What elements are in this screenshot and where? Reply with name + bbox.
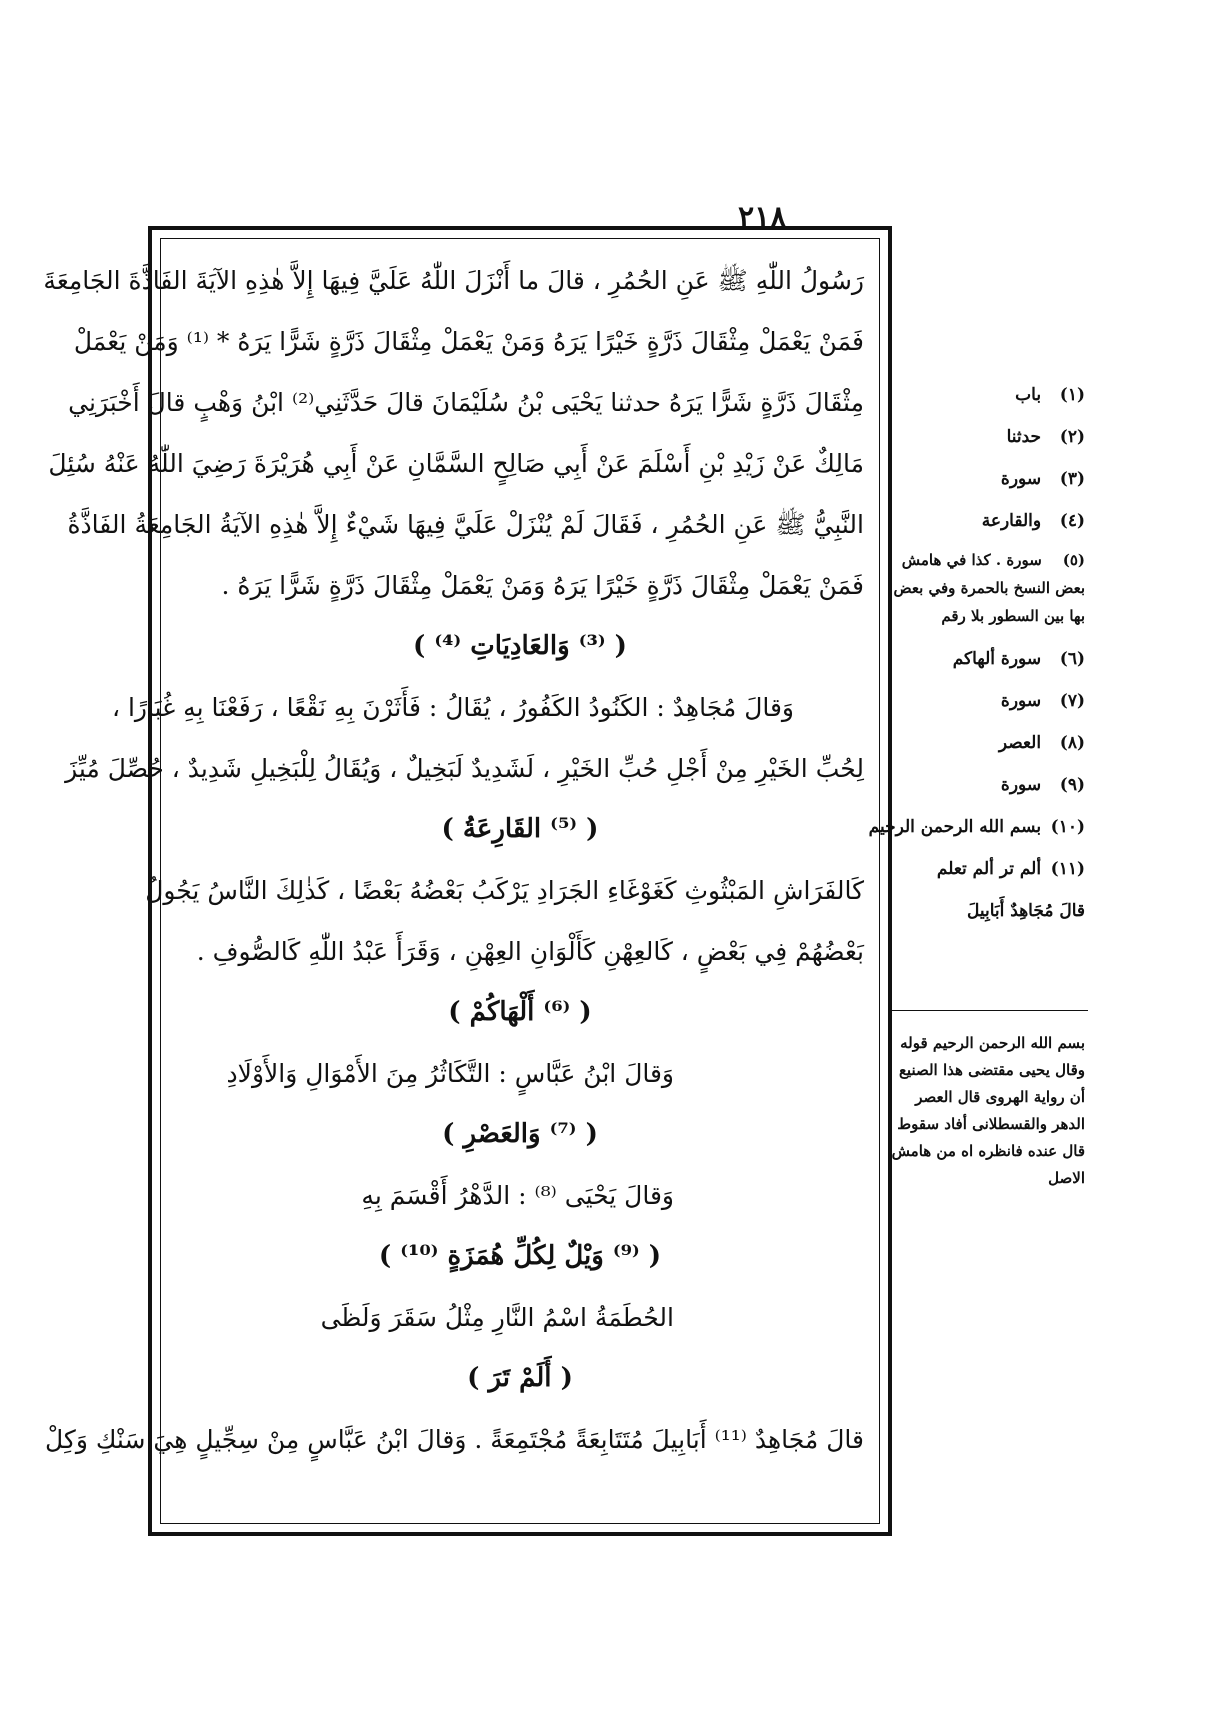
margin-note: (٣) سورة [1000, 469, 1085, 489]
margin-note: (٢) حدثنا [1006, 427, 1085, 447]
margin-note: (١٠) بسم الله الرحمن الرحيم [868, 817, 1085, 837]
surah-heading-alamtara: ( أَلَمْ تَرَ ) [467, 1363, 573, 1393]
surah-heading-asr: ( ⁽⁷⁾ وَالعَصْرِ ) [442, 1119, 598, 1149]
margin-divider [888, 1010, 1088, 1011]
text-line: رَسُولُ اللّٰهِ ﷺ عَنِ الحُمُرِ ، قالَ ما أَنْزَلَ اللّٰهُ عَلَيَّ فِيهَا إِلاَّ هٰذِهِ الآيَةَ الفَاذَّةَ الجَامِعَةَ [43, 266, 864, 295]
margin-note: (١١) ألم تر ألم تعلم [936, 859, 1085, 879]
margin-note: (٤) والقارعة [981, 511, 1085, 531]
margin-note: (٧) سورة [1000, 691, 1085, 711]
margin-note: (٨) العصر [998, 733, 1085, 753]
text-line: مِثْقَالَ ذَرَّةٍ شَرًّا يَرَهُ حدثنا يَحْيَى بْنُ سُلَيْمَانَ قالَ حَدَّثَنِي⁽²⁾ ابْنُ وَهْبٍ قالَ أَخْبَرَنِي [68, 388, 864, 417]
text-line: قالَ مُجَاهِدٌ ⁽¹¹⁾ أَبَابِيلَ مُتَتَابِعَةً مُجْتَمِعَةً . وَقالَ ابْنُ عَبَّاسٍ مِنْ سِجِّيلٍ هِيَ سَنْكِ وَكِلْ [45, 1425, 864, 1454]
surah-heading-adiyat: ( ⁽³⁾ وَالعَادِيَاتِ ⁽⁴⁾ ) [413, 631, 627, 661]
margin-note: (١) باب [1015, 385, 1085, 405]
text-line: فَمَنْ يَعْمَلْ مِثْقَالَ ذَرَّةٍ خَيْرًا يَرَهُ وَمَنْ يَعْمَلْ مِثْقَالَ ذَرَّةٍ شَرًّا يَرَهُ . [221, 571, 864, 600]
margin-note-continuation: قالَ مُجَاهِدٌ أَبَابِيلَ [966, 901, 1085, 921]
main-text-block [43, 250, 872, 1520]
text-line: وَقالَ ابْنُ عَبَّاسٍ : التَّكَاثُرُ مِنَ الأَمْوَالِ وَالأَوْلَادِ [226, 1059, 674, 1088]
text-line: لِحُبِّ الخَيْرِ مِنْ أَجْلِ حُبِّ الخَيْرِ ، لَشَدِيدٌ لَبَخِيلٌ ، وَيُقَالُ لِلْبَخِيلِ شَدِيدٌ ، حُصِّلَ مُيِّزَ [65, 754, 864, 783]
text-line: النَّبِيُّ ﷺ عَنِ الحُمُرِ ، فَقَالَ لَمْ يُنْزَلْ عَلَيَّ فِيهَا شَيْءٌ إِلاَّ هٰذِهِ الآيَةُ الجَامِعَةُ الفَاذَّةُ [67, 510, 864, 539]
text-line: وَقالَ مُجَاهِدٌ : الكَنُودُ الكَفُورُ ، يُقَالُ : فَأَثَرْنَ بِهِ نَقْعًا ، رَفَعْنَا بِهِ غُبَارًا ، [111, 693, 794, 722]
surah-heading-humazah: ( ⁽⁹⁾ وَيْلٌ لِكُلِّ هُمَزَةٍ ⁽¹⁰⁾ ) [378, 1241, 662, 1271]
text-line: بَعْضُهُمْ فِي بَعْضٍ ، كَالعِهْنِ كَأَلْوَانِ العِهْنِ ، وَقَرَأَ عَبْدُ اللّٰهِ كَالصُّوفِ . [196, 937, 864, 966]
page-number: ٢١٨ [738, 200, 787, 235]
margin-note: (٥) سورة . كذا في هامش بعض النسخ بالحمرة وفي بعض بها بين السطور بلا رقم [893, 551, 1085, 625]
surah-heading-takathur: ( ⁽⁶⁾ أَلْهَاكُمْ ) [448, 997, 592, 1027]
margin-footnote: بسم الله الرحمن الرحيم قوله وقال يحيى مقتضى هذا الصنيع أن رواية الهروى قال العصر الدهر والقسطلانى أفاد سقوط قال عنده فانظره اه من هامش الاصل [891, 1034, 1085, 1187]
surah-heading-qariah: ( ⁽⁵⁾ القَارِعَةُ ) [441, 814, 599, 844]
text-line: كَالفَرَاشِ المَبْثُوثِ كَغَوْغَاءِ الجَرَادِ يَرْكَبُ بَعْضُهُ بَعْضًا ، كَذٰلِكَ النَّاسُ يَجُولُ [145, 876, 864, 905]
text-line: وَقالَ يَحْيَى ⁽⁸⁾ : الدَّهْرُ أَقْسَمَ بِهِ [361, 1181, 674, 1210]
margin-note: (٩) سورة [1000, 775, 1085, 795]
text-line: فَمَنْ يَعْمَلْ مِثْقَالَ ذَرَّةٍ خَيْرًا يَرَهُ وَمَنْ يَعْمَلْ مِثْقَالَ ذَرَّةٍ شَرًّا يَرَهُ * ⁽¹⁾ وَمَنْ يَعْمَلْ [73, 327, 864, 356]
text-line: مَالِكٌ عَنْ زَيْدِ بْنِ أَسْلَمَ عَنْ أَبِي صَالِحٍ السَّمَّانِ عَنْ أَبِي هُرَيْرَةَ رَضِيَ اللّٰهُ عَنْهُ سُئِلَ [48, 449, 864, 478]
margin-notes [868, 374, 1085, 932]
text-line: الحُطَمَةُ اسْمُ النَّارِ مِثْلُ سَقَرَ وَلَظَى [320, 1303, 674, 1332]
margin-note: (٦) سورة ألهاكم [952, 649, 1085, 669]
